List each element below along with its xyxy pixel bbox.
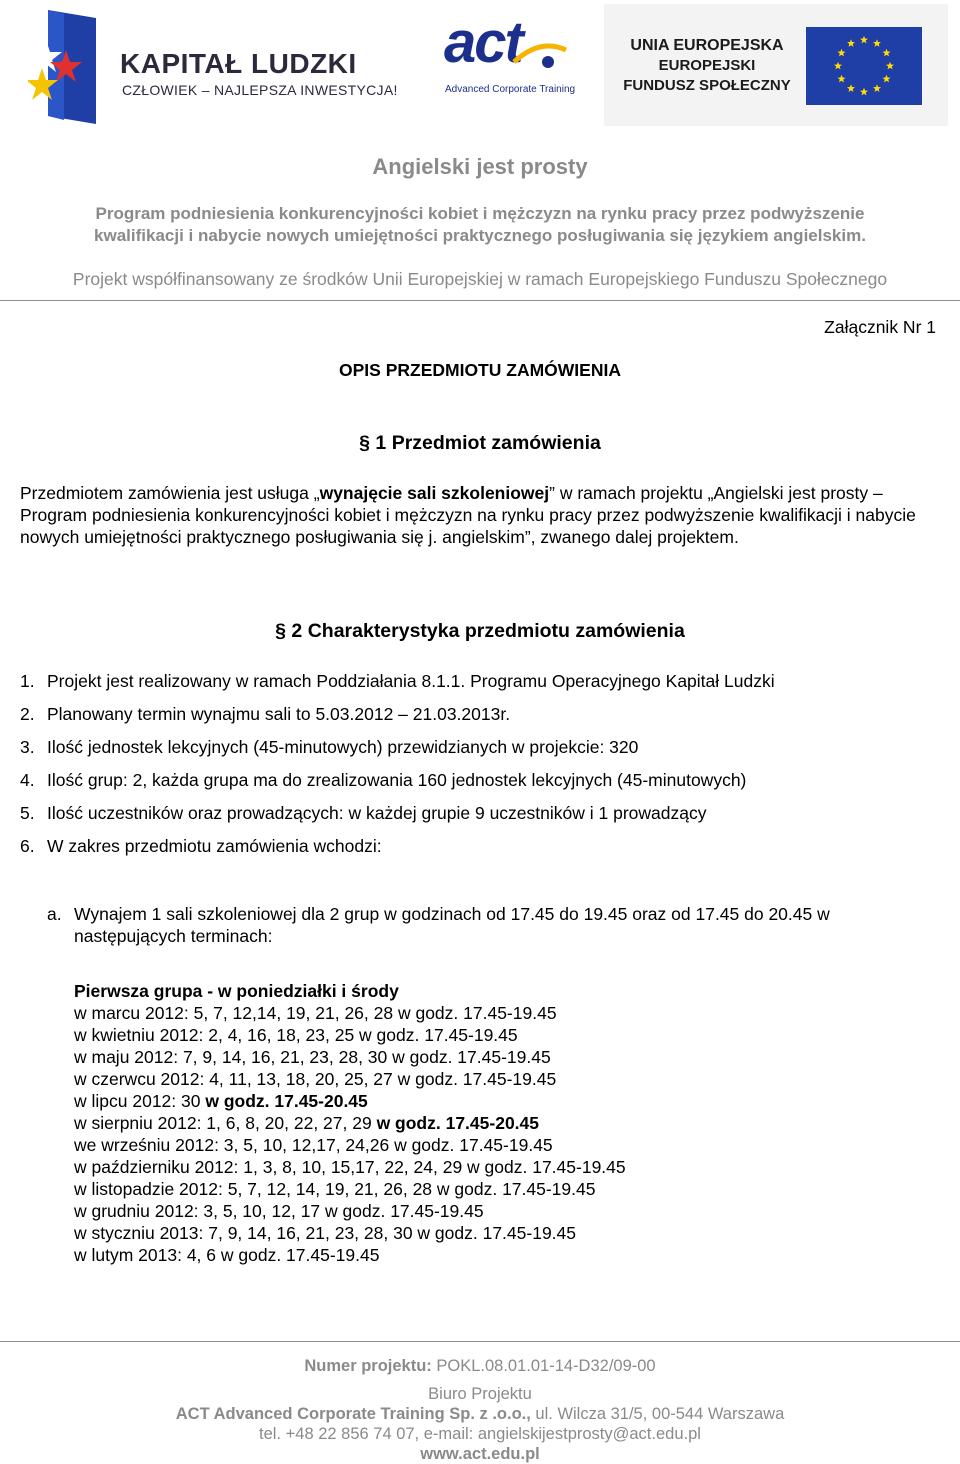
eu-line-3: FUNDUSZ SPOŁECZNY [623,77,791,94]
paragraph-text-part-1: Przedmiotem zamówienia jest usługa „ [20,483,320,503]
document-title: OPIS PRZEDMIOTU ZAMÓWIENIA [339,360,621,380]
footer-website-link[interactable]: www.act.edu.pl [420,1445,540,1463]
list-item-text: Ilość jednostek lekcyjnych (45-minutowych) przewidzianych w projekcie: 320 [47,737,639,757]
schedule-line-april: w kwietniu 2012: 2, 4, 16, 18, 23, 25 w godz. 17.45-19.45 [74,1025,518,1045]
list-item-text: W zakres przedmiotu zamówienia wchodzi: [47,836,382,856]
schedule-line-august [74,1112,626,1134]
schedule-line-march: w marcu 2012: 5, 7, 12,14, 19, 21, 26, 28 w godz. 17.45-19.45 [74,1003,557,1023]
section-2-title: § 2 Charakterystyka przedmiotu zamówienia [275,620,685,642]
list-item-number: 5. [20,803,35,823]
logo-bar [0,0,960,135]
list-item-text: Projekt jest realizowany w ramach Poddziałania 8.1.1. Programu Operacyjnego Kapitał Ludzki [47,671,775,691]
list-item-text: Ilość grup: 2, każda grupa ma do zrealizowania 160 jednostek lekcyjnych (45-minutowych) [47,770,747,790]
schedule-heading: Pierwsza grupa - w poniedziałki i środy [74,981,399,1001]
eu-logo-text [614,36,800,96]
schedule-line-june: w czerwcu 2012: 4, 11, 13, 18, 20, 25, 27 w godz. 17.45-19.45 [74,1069,557,1089]
company-address: ul. Wilcza 31/5, 00-544 Warszawa [530,1405,785,1423]
list-item-number: 1. [20,671,35,691]
section-1-title: § 1 Przedmiot zamówienia [359,432,601,454]
header-divider [0,300,960,301]
kapital-ludzki-slogan: CZŁOWIEK – NAJLEPSZA INWESTYCJA! [122,82,398,98]
schedule-line-november: w listopadzie 2012: 5, 7, 12, 14, 19, 21, 26, 28 w godz. 17.45-19.45 [74,1179,596,1199]
schedule-line-july [74,1090,626,1112]
list-item-number: 4. [20,770,35,790]
schedule-line-january: w styczniu 2013: 7, 9, 14, 16, 21, 23, 28, 30 w godz. 17.45-19.45 [74,1223,577,1243]
schedule-bold-hours: w godz. 17.45-20.45 [205,1091,368,1111]
act-logo-swoosh-icon [512,32,568,80]
schedule-block [74,980,626,1266]
list-item-number: 6. [20,836,35,856]
footer-company [0,1404,960,1424]
footer-office: Biuro Projektu [428,1385,532,1403]
project-number-value: POKL.08.01.01-14-D32/09-00 [431,1357,656,1375]
footer-contact[interactable]: tel. +48 22 856 74 07, e-mail: angielskijestprosty@act.edu.pl [259,1425,701,1443]
section-1-paragraph [20,482,940,548]
list-item [20,770,746,791]
list-item [20,803,706,824]
list-item [20,836,382,857]
paragraph-bold-text: wynajęcie sali szkoleniowej [319,483,550,503]
project-title: Angielski jest prosty [372,154,588,179]
list-item-text: Ilość uczestników oraz prowadzących: w każdej grupie 9 uczestników i 1 prowadzący [47,803,707,823]
eu-flag-icon [806,27,922,105]
kapital-ludzki-emblem-icon [28,10,96,124]
paragraph-text-part-2: ” w ramach projektu „Angielski jest prosty – Program podniesienia konkurencyjności kobiet i mężczyzn na rynku pracy przez podwyższenie kwalifikacji i nabycie nowych umiejętności praktycznego posługiwania się j. angielskim”, zwanego dalej projektem. [20,483,916,547]
project-number-label: Numer projektu: [304,1357,432,1375]
schedule-bold-hours: w godz. 17.45-20.45 [376,1113,540,1133]
eu-line-1: UNIA EUROPEJSKA [630,37,784,54]
footer-divider [0,1341,960,1342]
list-item-number: 3. [20,737,35,757]
list-item [20,671,775,692]
list-item [20,737,638,758]
list-item [20,704,510,725]
list-item-text: Planowany termin wynajmu sali to 5.03.2012 – 21.03.2013r. [47,704,511,724]
cofinancing-note: Projekt współfinansowany ze środków Unii Europejskiej w ramach Europejskiego Funduszu Społecznego [72,269,888,289]
act-logo-subtitle: Advanced Corporate Training [445,84,576,95]
schedule-text: w lipcu 2012: 30 [74,1091,206,1111]
company-name: ACT Advanced Corporate Training Sp. z .o.o., [175,1405,531,1423]
program-line-1: Program podniesienia konkurencyjności kobiet i mężczyzn na rynku pracy przez podwyższenie [95,204,865,223]
schedule-line-september: we wrześniu 2012: 3, 5, 10, 12,17, 24,26 w godz. 17.45-19.45 [74,1135,553,1155]
eu-line-2: EUROPEJSKI [658,57,756,74]
schedule-line-october: w październiku 2012: 1, 3, 8, 10, 15,17, 22, 24, 29 w godz. 17.45-19.45 [74,1157,626,1177]
schedule-text: w sierpniu 2012: 1, 6, 8, 20, 22, 27, 29 [74,1113,377,1133]
schedule-line-december: w grudniu 2012: 3, 5, 10, 12, 17 w godz. 17.45-19.45 [74,1201,484,1221]
footer-project-number [0,1356,960,1376]
program-line-2: kwalifikacji i nabycie nowych umiejętności praktycznego posługiwania się językiem angielskim. [94,226,866,245]
act-logo-word: act [444,10,522,75]
schedule-line-february: w lutym 2013: 4, 6 w godz. 17.45-19.45 [74,1245,380,1265]
sub-item-letter: a. [47,904,62,924]
annex-label: Załącznik Nr 1 [824,317,936,337]
sub-item-text: Wynajem 1 sali szkoleniowej dla 2 grup w godzinach od 17.45 do 19.45 oraz od 17.45 do 20.45 w następujących terminach: [74,904,830,946]
list-item-number: 2. [20,704,35,724]
schedule-line-may: w maju 2012: 7, 9, 14, 16, 21, 23, 28, 30 w godz. 17.45-19.45 [74,1047,551,1067]
kapital-ludzki-name: KAPITAŁ LUDZKI [120,48,357,79]
